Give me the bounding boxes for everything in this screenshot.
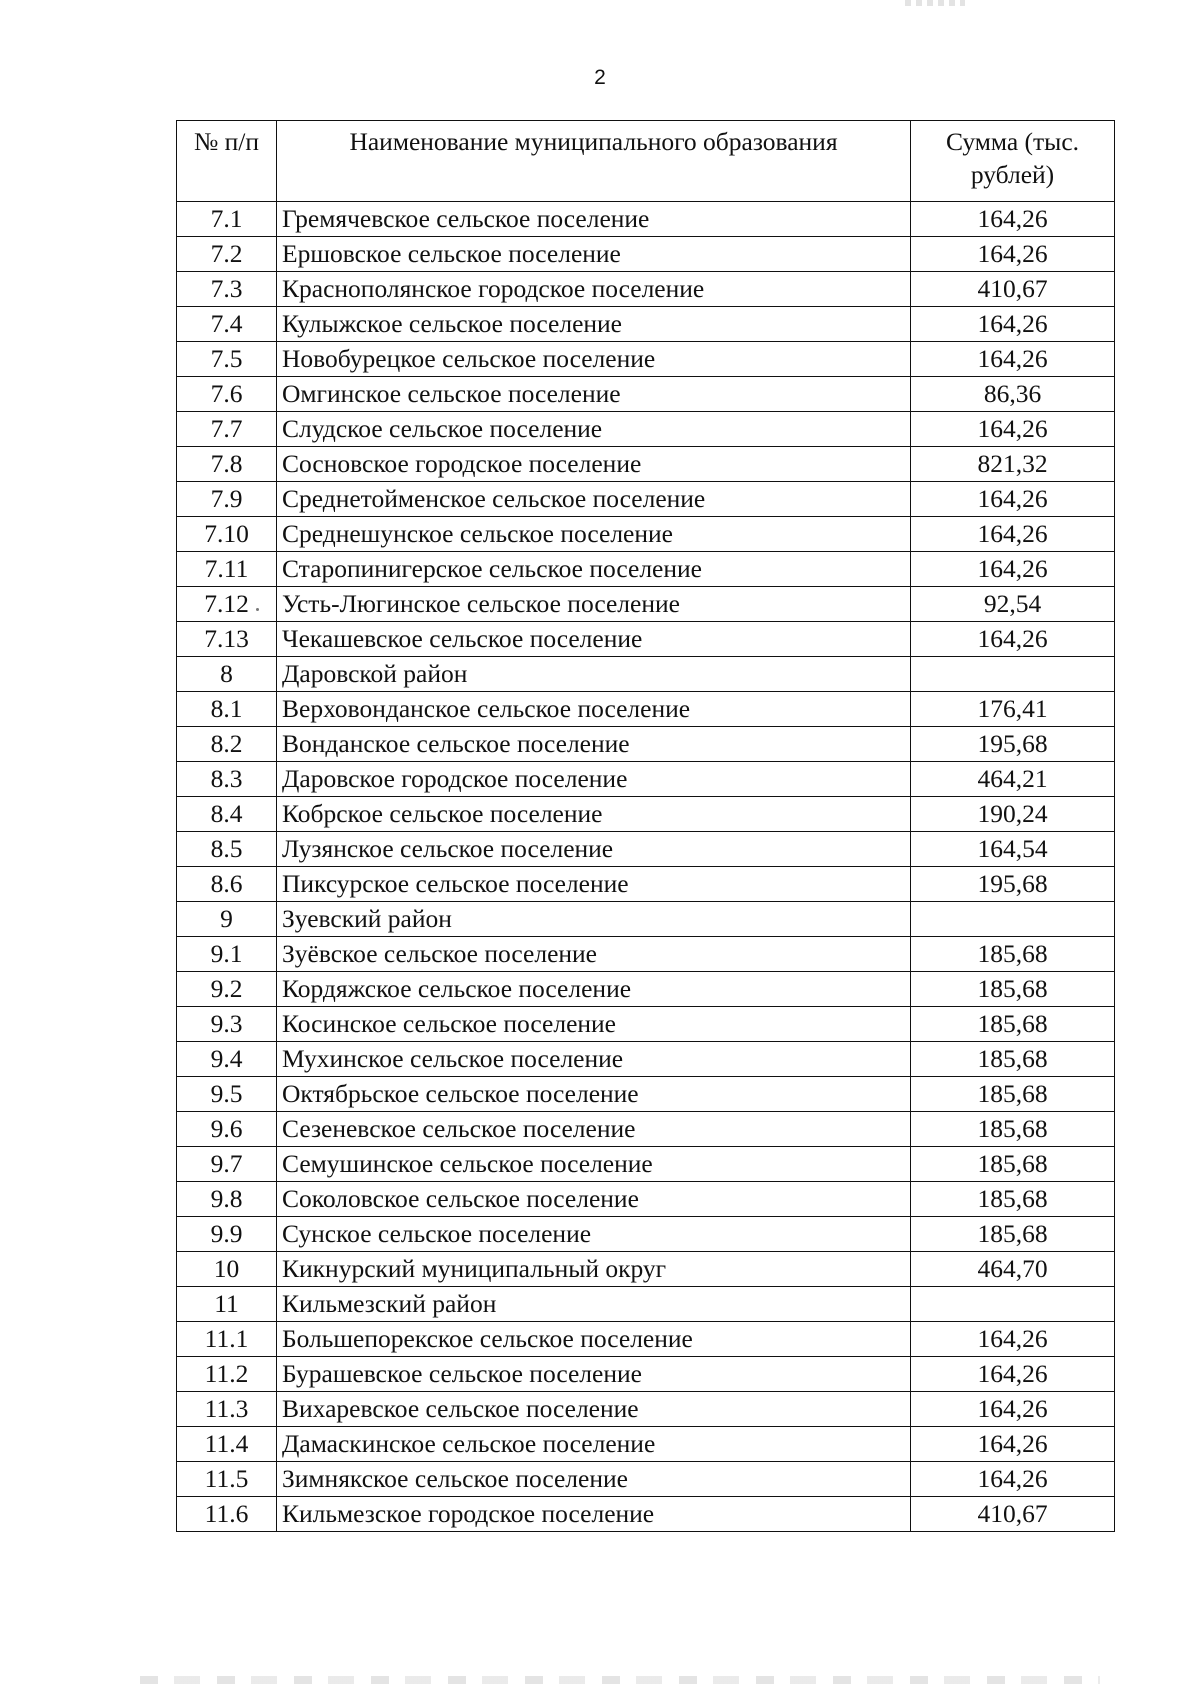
- row-sum-cell: 410,67: [911, 272, 1115, 307]
- table-row: [177, 1322, 1115, 1357]
- row-name-cell: Зуевский район: [277, 902, 911, 937]
- row-sum-cell: 164,26: [911, 482, 1115, 517]
- row-number-cell: 7.13: [177, 622, 277, 657]
- row-sum-cell: 195,68: [911, 867, 1115, 902]
- row-number-cell: 9.2: [177, 972, 277, 1007]
- row-sum-cell: 185,68: [911, 1147, 1115, 1182]
- row-name-cell: Бурашевское сельское поселение: [277, 1357, 911, 1392]
- row-sum-cell: 92,54: [911, 587, 1115, 622]
- municipal-funding-table: [176, 120, 1115, 1532]
- table-row: [177, 272, 1115, 307]
- row-number-cell: 8.6: [177, 867, 277, 902]
- row-number-cell: 9.7: [177, 1147, 277, 1182]
- table-row: [177, 902, 1115, 937]
- row-sum-cell: 164,26: [911, 307, 1115, 342]
- row-sum-cell: 185,68: [911, 937, 1115, 972]
- row-number-cell: 11.3: [177, 1392, 277, 1427]
- row-sum-cell: 185,68: [911, 1077, 1115, 1112]
- row-sum-cell: 464,21: [911, 762, 1115, 797]
- row-name-cell: Гремячевское сельское поселение: [277, 202, 911, 237]
- row-name-cell: Кулыжское сельское поселение: [277, 307, 911, 342]
- row-sum-cell: 164,26: [911, 237, 1115, 272]
- row-name-cell: Дамаскинское сельское поселение: [277, 1427, 911, 1462]
- row-name-cell: Ершовское сельское поселение: [277, 237, 911, 272]
- header-name-label: Наименование муниципального образования: [349, 127, 838, 156]
- table-row: [177, 797, 1115, 832]
- row-name-cell: Октябрьское сельское поселение: [277, 1077, 911, 1112]
- row-sum-cell: 185,68: [911, 1182, 1115, 1217]
- row-number-cell: 7.10: [177, 517, 277, 552]
- row-name-cell: Пиксурское сельское поселение: [277, 867, 911, 902]
- table-row: [177, 1252, 1115, 1287]
- row-sum-cell: 195,68: [911, 727, 1115, 762]
- row-sum-cell: 164,26: [911, 517, 1115, 552]
- row-sum-cell: 164,26: [911, 202, 1115, 237]
- row-name-cell: Кильмезское городское поселение: [277, 1497, 911, 1532]
- scan-artifact-top: [905, 0, 965, 6]
- row-number-cell: 9: [177, 902, 277, 937]
- table-row: [177, 412, 1115, 447]
- row-sum-cell: 164,26: [911, 552, 1115, 587]
- header-name: [277, 121, 911, 202]
- table-row: [177, 237, 1115, 272]
- row-name-cell: Большепорекское сельское поселение: [277, 1322, 911, 1357]
- table-row: [177, 202, 1115, 237]
- row-sum-cell: [911, 902, 1115, 937]
- row-name-cell: Лузянское сельское поселение: [277, 832, 911, 867]
- row-name-cell: Кобрское сельское поселение: [277, 797, 911, 832]
- header-sum: [911, 121, 1115, 202]
- row-name-cell: Кордяжское сельское поселение: [277, 972, 911, 1007]
- table-row: [177, 517, 1115, 552]
- header-number: [177, 121, 277, 202]
- table-row: [177, 622, 1115, 657]
- table-row: [177, 342, 1115, 377]
- table-row: [177, 1287, 1115, 1322]
- row-name-cell: Краснополянское городское поселение: [277, 272, 911, 307]
- table-row: [177, 1357, 1115, 1392]
- row-number-cell: 7.4: [177, 307, 277, 342]
- table-row: [177, 1427, 1115, 1462]
- row-number-cell: 8.2: [177, 727, 277, 762]
- row-number-cell: 8: [177, 657, 277, 692]
- table-row: [177, 587, 1115, 622]
- table-row: [177, 762, 1115, 797]
- row-number-cell: 11.2: [177, 1357, 277, 1392]
- row-number-cell: 8.1: [177, 692, 277, 727]
- row-name-cell: Чекашевское сельское поселение: [277, 622, 911, 657]
- row-name-cell: Сезеневское сельское поселение: [277, 1112, 911, 1147]
- header-number-label: № п/п: [193, 127, 260, 156]
- row-number-cell: 7.11: [177, 552, 277, 587]
- row-number-cell: 11.5: [177, 1462, 277, 1497]
- header-sum-label: Сумма (тыс. рублей): [945, 127, 1080, 189]
- row-number-cell: 9.1: [177, 937, 277, 972]
- row-sum-cell: 164,26: [911, 342, 1115, 377]
- row-name-cell: Новобурецкое сельское поселение: [277, 342, 911, 377]
- row-number-cell: 7.9: [177, 482, 277, 517]
- table-row: [177, 447, 1115, 482]
- table-row: [177, 657, 1115, 692]
- row-sum-cell: 164,26: [911, 1392, 1115, 1427]
- row-number-cell: 11.6: [177, 1497, 277, 1532]
- row-number-cell: 9.3: [177, 1007, 277, 1042]
- row-name-cell: Сосновское городское поселение: [277, 447, 911, 482]
- row-sum-cell: 410,67: [911, 1497, 1115, 1532]
- row-sum-cell: 185,68: [911, 1217, 1115, 1252]
- table-header-row: [177, 121, 1115, 202]
- table-row: [177, 377, 1115, 412]
- row-number-cell: 7.3: [177, 272, 277, 307]
- row-name-cell: Слудское сельское поселение: [277, 412, 911, 447]
- row-name-cell: Семушинское сельское поселение: [277, 1147, 911, 1182]
- row-sum-cell: [911, 657, 1115, 692]
- row-name-cell: Верховонданское сельское поселение: [277, 692, 911, 727]
- row-number-cell: 7.6: [177, 377, 277, 412]
- row-sum-cell: 464,70: [911, 1252, 1115, 1287]
- row-sum-cell: 164,26: [911, 1427, 1115, 1462]
- row-name-cell: Среднешунское сельское поселение: [277, 517, 911, 552]
- row-number-cell: 11.1: [177, 1322, 277, 1357]
- table-row: [177, 1182, 1115, 1217]
- row-sum-cell: [911, 1287, 1115, 1322]
- row-name-cell: Косинское сельское поселение: [277, 1007, 911, 1042]
- table-row: [177, 1007, 1115, 1042]
- table-row: [177, 1147, 1115, 1182]
- row-number-cell: 9.6: [177, 1112, 277, 1147]
- row-name-cell: Усть-Люгинское сельское поселение: [277, 587, 911, 622]
- row-number-cell: 7.8: [177, 447, 277, 482]
- row-number-cell: 7.1: [177, 202, 277, 237]
- row-sum-cell: 164,26: [911, 1322, 1115, 1357]
- table-row: [177, 832, 1115, 867]
- row-number-cell: 11: [177, 1287, 277, 1322]
- row-sum-cell: 185,68: [911, 972, 1115, 1007]
- page-number: 2: [594, 66, 606, 89]
- row-name-cell: Кильмезский район: [277, 1287, 911, 1322]
- row-sum-cell: 185,68: [911, 1112, 1115, 1147]
- row-name-cell: Кикнурский муниципальный округ: [277, 1252, 911, 1287]
- row-sum-cell: 164,26: [911, 412, 1115, 447]
- table-row: [177, 727, 1115, 762]
- table-row: [177, 1462, 1115, 1497]
- row-name-cell: Даровской район: [277, 657, 911, 692]
- row-number-cell: 8.3: [177, 762, 277, 797]
- row-number-cell: 10: [177, 1252, 277, 1287]
- row-sum-cell: 164,26: [911, 622, 1115, 657]
- row-sum-cell: 164,26: [911, 1357, 1115, 1392]
- row-name-cell: Зимнякское сельское поселение: [277, 1462, 911, 1497]
- scan-speck: [256, 608, 259, 611]
- table-row: [177, 1077, 1115, 1112]
- row-name-cell: Среднетойменское сельское поселение: [277, 482, 911, 517]
- table-row: [177, 867, 1115, 902]
- table-row: [177, 307, 1115, 342]
- row-number-cell: 8.5: [177, 832, 277, 867]
- row-name-cell: Сунское сельское поселение: [277, 1217, 911, 1252]
- row-sum-cell: 86,36: [911, 377, 1115, 412]
- table-row: [177, 1042, 1115, 1077]
- table-row: [177, 937, 1115, 972]
- row-number-cell: 8.4: [177, 797, 277, 832]
- row-sum-cell: 821,32: [911, 447, 1115, 482]
- row-name-cell: Даровское городское поселение: [277, 762, 911, 797]
- row-number-cell: 9.5: [177, 1077, 277, 1112]
- row-sum-cell: 185,68: [911, 1042, 1115, 1077]
- row-sum-cell: 176,41: [911, 692, 1115, 727]
- scan-artifact-bottom: [140, 1676, 1100, 1684]
- table-row: [177, 1497, 1115, 1532]
- row-number-cell: 7.5: [177, 342, 277, 377]
- table-row: [177, 1112, 1115, 1147]
- row-number-cell: 7.7: [177, 412, 277, 447]
- table-row: [177, 972, 1115, 1007]
- row-sum-cell: 190,24: [911, 797, 1115, 832]
- row-name-cell: Соколовское сельское поселение: [277, 1182, 911, 1217]
- table-row: [177, 482, 1115, 517]
- row-number-cell: 11.4: [177, 1427, 277, 1462]
- row-name-cell: Зуёвское сельское поселение: [277, 937, 911, 972]
- row-number-cell: 9.9: [177, 1217, 277, 1252]
- row-sum-cell: 164,26: [911, 1462, 1115, 1497]
- table-row: [177, 1392, 1115, 1427]
- row-number-cell: 7.2: [177, 237, 277, 272]
- row-name-cell: Вихаревское сельское поселение: [277, 1392, 911, 1427]
- row-number-cell: 7.12: [177, 587, 277, 622]
- row-name-cell: Мухинское сельское поселение: [277, 1042, 911, 1077]
- table-row: [177, 552, 1115, 587]
- row-name-cell: Старопинигерское сельское поселение: [277, 552, 911, 587]
- row-sum-cell: 164,54: [911, 832, 1115, 867]
- row-name-cell: Вонданское сельское поселение: [277, 727, 911, 762]
- table-body: [177, 202, 1115, 1532]
- row-number-cell: 9.4: [177, 1042, 277, 1077]
- row-name-cell: Омгинское сельское поселение: [277, 377, 911, 412]
- table-row: [177, 692, 1115, 727]
- row-number-cell: 9.8: [177, 1182, 277, 1217]
- table-row: [177, 1217, 1115, 1252]
- row-sum-cell: 185,68: [911, 1007, 1115, 1042]
